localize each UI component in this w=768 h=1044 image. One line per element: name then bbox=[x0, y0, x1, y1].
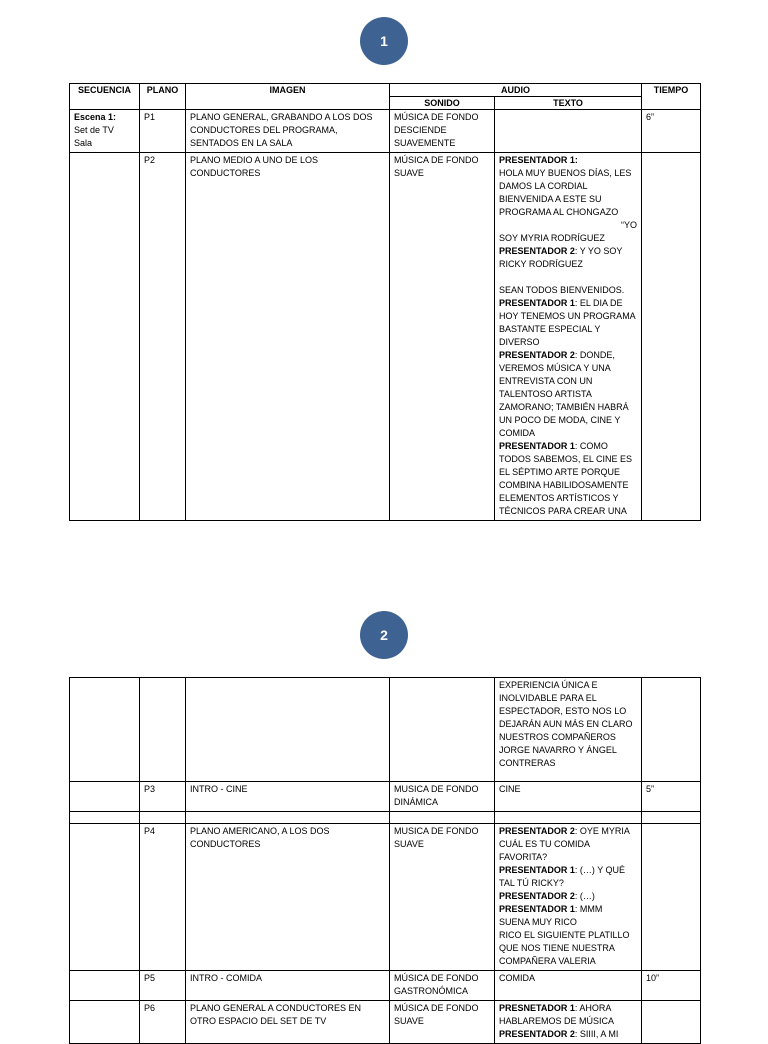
text-line: SEAN TODOS BIENVENIDOS. bbox=[499, 285, 625, 295]
text-line: EL SÉPTIMO ARTE PORQUE bbox=[499, 467, 621, 477]
text-line: SUENA MUY RICO bbox=[499, 917, 577, 927]
table-row-p2 bbox=[70, 153, 701, 521]
text-line: ZAMORANO; TAMBIÉN HABRÁ bbox=[499, 402, 629, 412]
cell-tiempo: 5” bbox=[642, 782, 701, 812]
text-line: EXPERIENCIA ÚNICA E bbox=[499, 680, 598, 690]
table-row-p5 bbox=[70, 971, 701, 1001]
cell-tiempo: 6” bbox=[642, 110, 701, 153]
speaker-label: PRESENTADOR 1 bbox=[499, 155, 575, 165]
text-line: ENTREVISTA CON UN bbox=[499, 376, 593, 386]
header-plano: PLANO bbox=[140, 84, 186, 110]
cell-texto bbox=[495, 824, 642, 971]
text-line: HABLAREMOS DE MÚSICA bbox=[499, 1016, 615, 1026]
cell-secuencia bbox=[70, 678, 140, 782]
text-line: BASTANTE ESPECIAL Y DIVERSO bbox=[499, 324, 601, 347]
cell-secuencia bbox=[70, 971, 140, 1001]
script-table-page-2 bbox=[69, 677, 701, 1044]
cell-secuencia bbox=[70, 824, 140, 971]
header-texto: TEXTO bbox=[495, 97, 642, 110]
text-inline: : (…) Y QUÉ bbox=[574, 865, 626, 875]
cell-plano: P6 bbox=[140, 1001, 186, 1044]
header-sonido: SONIDO bbox=[390, 97, 495, 110]
text-line: NUESTROS COMPAÑEROS bbox=[499, 732, 616, 742]
table-row-p3 bbox=[70, 782, 701, 812]
cell-imagen bbox=[186, 678, 390, 782]
header-audio: AUDIO bbox=[390, 84, 642, 97]
scene-line: Set de TV bbox=[74, 125, 114, 135]
script-table-page-1 bbox=[69, 83, 701, 521]
speaker-label: PRESNETADOR 1 bbox=[499, 1003, 575, 1013]
cell-imagen: PLANO MEDIO A UNO DE LOS CONDUCTORES bbox=[186, 153, 390, 521]
scene-line: Sala bbox=[74, 138, 93, 148]
text-line: DAMOS LA CORDIAL bbox=[499, 181, 588, 191]
cell-sonido: MUSICA DE FONDO SUAVE bbox=[390, 824, 495, 971]
page-number-badge-2 bbox=[360, 611, 408, 659]
cell-texto bbox=[495, 110, 642, 153]
speaker-label: PRESENTADOR 1 bbox=[499, 904, 575, 914]
text-line: CONTRERAS bbox=[499, 758, 556, 768]
cell-tiempo bbox=[642, 678, 701, 782]
speaker-label: PRESENTADOR 1 bbox=[499, 298, 575, 308]
cell-imagen: INTRO - CINE bbox=[186, 782, 390, 812]
text-line: UN POCO DE MODA, CINE Y bbox=[499, 415, 621, 425]
cell-plano bbox=[140, 678, 186, 782]
cell-plano: P3 bbox=[140, 782, 186, 812]
table-row-continued bbox=[70, 678, 701, 782]
header-tiempo: TIEMPO bbox=[642, 84, 701, 110]
text-line: ESPECTADOR, ESTO NOS LO bbox=[499, 706, 627, 716]
text-line: RICO EL SIGUIENTE PLATILLO bbox=[499, 930, 630, 940]
text-line: COMPAÑERA VALERIA bbox=[499, 956, 596, 966]
speaker-label: PRESENTADOR 2 bbox=[499, 1029, 575, 1039]
text-inline: : COMO bbox=[574, 441, 608, 451]
cell-secuencia bbox=[70, 153, 140, 521]
text-line: PROGRAMA AL CHONGAZO bbox=[499, 207, 619, 217]
text-inline: : AHORA bbox=[574, 1003, 612, 1013]
table-row-p1 bbox=[70, 110, 701, 153]
text-line: QUE NOS TIENE NUESTRA bbox=[499, 943, 615, 953]
text-inline: : SIIII, A MI bbox=[574, 1029, 619, 1039]
text-line: TÉCNICOS PARA CREAR UNA bbox=[499, 506, 627, 516]
speaker-label: PRESENTADOR 2 bbox=[499, 350, 575, 360]
cell-sonido: MÚSICA DE FONDO GASTRONÓMICA bbox=[390, 971, 495, 1001]
text-line: CUÁL ES TU COMIDA bbox=[499, 839, 591, 849]
cell-tiempo: 10” bbox=[642, 971, 701, 1001]
text-inline: : OYE MYRIA bbox=[574, 826, 630, 836]
speaker-label: PRESENTADOR 1 bbox=[499, 441, 575, 451]
text-line: TALENTOSO ARTISTA bbox=[499, 389, 592, 399]
text-line: BIENVENIDA A ESTE SU bbox=[499, 194, 602, 204]
text-line: HOY TENEMOS UN PROGRAMA bbox=[499, 311, 636, 321]
header-secuencia: SECUENCIA bbox=[70, 84, 140, 110]
cell-secuencia bbox=[70, 110, 140, 153]
header-imagen: IMAGEN bbox=[186, 84, 390, 110]
cell-plano: P2 bbox=[140, 153, 186, 521]
text-line: HOLA MUY BUENOS DÍAS, LES bbox=[499, 168, 632, 178]
speaker-label: PRESENTADOR 2 bbox=[499, 891, 575, 901]
header-row bbox=[70, 84, 701, 97]
text-line: RICKY RODRÍGUEZ bbox=[499, 259, 583, 269]
page-number-1: 1 bbox=[380, 33, 388, 49]
text-line: TAL TÚ RICKY? bbox=[499, 878, 564, 888]
cell-texto bbox=[495, 1001, 642, 1044]
cell-sonido: MÚSICA DE FONDO SUAVE bbox=[390, 1001, 495, 1044]
text-line: INOLVIDABLE PARA EL bbox=[499, 693, 597, 703]
text-line: “YO bbox=[620, 220, 637, 230]
cell-texto bbox=[495, 678, 642, 782]
scene-label: Escena 1: bbox=[74, 112, 117, 122]
cell-sonido: MUSICA DE FONDO DINÁMICA bbox=[390, 782, 495, 812]
text-inline: : EL DIA DE bbox=[574, 298, 623, 308]
text-line: COMIDA bbox=[499, 428, 535, 438]
cell-imagen: PLANO AMERICANO, A LOS DOS CONDUCTORES bbox=[186, 824, 390, 971]
cell-sonido: MÚSICA DE FONDO SUAVE bbox=[390, 153, 495, 521]
text-inline: : (…) bbox=[574, 891, 595, 901]
speaker-label: PRESENTADOR 2 bbox=[499, 826, 575, 836]
cell-secuencia bbox=[70, 782, 140, 812]
cell-plano: P1 bbox=[140, 110, 186, 153]
table-row-spacer bbox=[70, 812, 701, 824]
text-line: COMBINA HABILIDOSAMENTE bbox=[499, 480, 629, 490]
speaker-label: PRESENTADOR 2 bbox=[499, 246, 575, 256]
text-inline: : Y YO SOY bbox=[574, 246, 623, 256]
cell-sonido bbox=[390, 678, 495, 782]
text-line: TODOS SABEMOS, EL CINE ES bbox=[499, 454, 633, 464]
page-number-badge-1 bbox=[360, 17, 408, 65]
cell-texto: COMIDA bbox=[495, 971, 642, 1001]
page-number-2: 2 bbox=[380, 627, 388, 643]
cell-imagen: PLANO GENERAL A CONDUCTORES EN OTRO ESPACIO DEL SET DE TV bbox=[186, 1001, 390, 1044]
text-inline: : DONDE, bbox=[574, 350, 615, 360]
cell-plano: P4 bbox=[140, 824, 186, 971]
table-row-p6 bbox=[70, 1001, 701, 1044]
text-line: JORGE NAVARRO Y ÁNGEL bbox=[499, 745, 617, 755]
cell-tiempo bbox=[642, 1001, 701, 1044]
text-line: VEREMOS MÚSICA Y UNA bbox=[499, 363, 611, 373]
cell-plano: P5 bbox=[140, 971, 186, 1001]
table-row-p4 bbox=[70, 824, 701, 971]
speaker-label: PRESENTADOR 1 bbox=[499, 865, 575, 875]
text-inline: : MMM bbox=[574, 904, 603, 914]
text-line: FAVORITA? bbox=[499, 852, 548, 862]
cell-texto: PRESENTADOR 1: HOLA MUY BUENOS DÍAS, LES DAMOS LA CORDIAL BIENVENIDA A ESTE SU PROGRAMA AL CHONGAZO “YO SOY MYRIA RODRÍGUEZ PRESENTADOR 2: Y YO SOY RICKY RODRÍGUEZ SEAN TODOS BIENVENIDOS. PRESENTADOR 1: EL DIA DE HOY TENEMOS UN PROGRAMA BASTANTE ESPECIAL Y DIVERSO PRESENTADOR 2: DONDE, VEREMOS MÚSICA Y UNA ENTREVISTA CON UN TALENTOSO ARTISTA ZAMORANO; TAMBIÉN HABRÁ UN POCO DE MODA, CINE Y COMIDA PRESENTADOR 1: COMO TODOS SABEMOS, EL CINE ES EL SÉPTIMO ARTE PORQUE COMBINA HABILIDOSAMENTE ELEMENTOS ARTÍSTICOS Y TÉCNICOS PARA CREAR UNA bbox=[495, 153, 642, 521]
cell-imagen: INTRO - COMIDA bbox=[186, 971, 390, 1001]
text-line: SOY MYRIA RODRÍGUEZ bbox=[499, 233, 605, 243]
cell-imagen: PLANO GENERAL, GRABANDO A LOS DOS CONDUCTORES DEL PROGRAMA, SENTADOS EN LA SALA bbox=[186, 110, 390, 153]
cell-tiempo bbox=[642, 824, 701, 971]
text-line: ELEMENTOS ARTÍSTICOS Y bbox=[499, 493, 619, 503]
cell-tiempo bbox=[642, 153, 701, 521]
cell-texto: CINE bbox=[495, 782, 642, 812]
cell-secuencia bbox=[70, 1001, 140, 1044]
text-line: DEJARÁN AUN MÁS EN CLARO bbox=[499, 719, 633, 729]
cell-sonido: MÚSICA DE FONDO DESCIENDE SUAVEMENTE bbox=[390, 110, 495, 153]
